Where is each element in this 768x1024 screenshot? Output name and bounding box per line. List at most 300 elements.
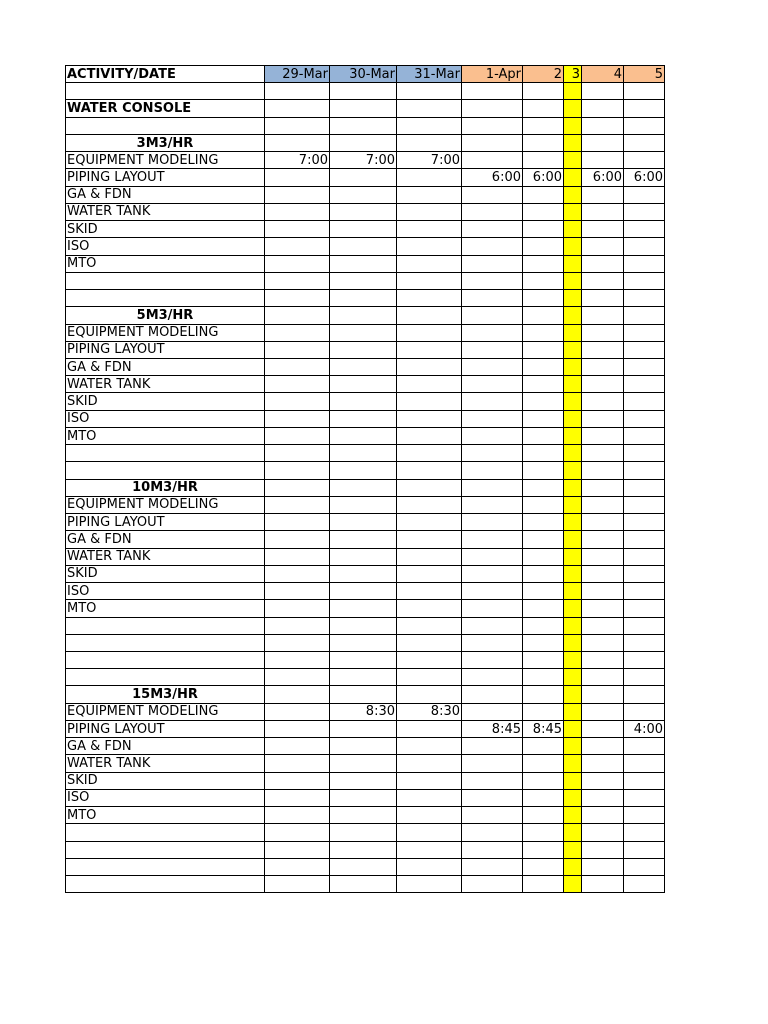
- time-cell[interactable]: [523, 83, 564, 100]
- time-cell[interactable]: [523, 307, 564, 324]
- time-cell[interactable]: [397, 841, 462, 858]
- activity-date-header[interactable]: ACTIVITY/DATE: [66, 66, 265, 83]
- time-cell[interactable]: [462, 100, 523, 117]
- time-cell[interactable]: [397, 824, 462, 841]
- time-cell[interactable]: [582, 514, 624, 531]
- time-cell[interactable]: [564, 376, 582, 393]
- time-cell[interactable]: [582, 272, 624, 289]
- time-cell[interactable]: [462, 324, 523, 341]
- time-cell[interactable]: [564, 807, 582, 824]
- date-header-31-mar[interactable]: 31-Mar: [397, 66, 462, 83]
- time-cell[interactable]: [462, 152, 523, 169]
- time-cell[interactable]: [523, 134, 564, 151]
- time-cell[interactable]: [397, 221, 462, 238]
- activity-cell[interactable]: WATER TANK: [66, 203, 265, 220]
- time-cell[interactable]: [330, 789, 397, 806]
- time-cell[interactable]: [523, 255, 564, 272]
- time-cell[interactable]: [564, 324, 582, 341]
- time-cell[interactable]: [265, 824, 330, 841]
- time-cell[interactable]: [564, 772, 582, 789]
- time-cell[interactable]: [265, 720, 330, 737]
- time-cell[interactable]: [582, 358, 624, 375]
- time-cell[interactable]: [330, 686, 397, 703]
- time-cell[interactable]: [523, 686, 564, 703]
- date-header-29-mar[interactable]: 29-Mar: [265, 66, 330, 83]
- time-cell[interactable]: [624, 358, 665, 375]
- activity-cell[interactable]: ISO: [66, 238, 265, 255]
- time-cell[interactable]: [330, 669, 397, 686]
- time-cell[interactable]: [330, 376, 397, 393]
- time-cell[interactable]: [330, 738, 397, 755]
- time-cell[interactable]: [582, 531, 624, 548]
- time-cell[interactable]: [564, 134, 582, 151]
- time-cell[interactable]: [265, 858, 330, 875]
- time-cell[interactable]: 7:00: [330, 152, 397, 169]
- time-cell[interactable]: [523, 772, 564, 789]
- activity-cell[interactable]: [66, 824, 265, 841]
- time-cell[interactable]: [330, 221, 397, 238]
- time-cell[interactable]: [582, 565, 624, 582]
- time-cell[interactable]: [624, 152, 665, 169]
- time-cell[interactable]: [624, 134, 665, 151]
- time-cell[interactable]: [582, 410, 624, 427]
- time-cell[interactable]: [462, 221, 523, 238]
- section-heading-cell[interactable]: WATER CONSOLE: [66, 100, 265, 117]
- time-cell[interactable]: [462, 651, 523, 668]
- time-cell[interactable]: [265, 617, 330, 634]
- time-cell[interactable]: [265, 83, 330, 100]
- time-cell[interactable]: [582, 376, 624, 393]
- activity-cell[interactable]: EQUIPMENT MODELING: [66, 324, 265, 341]
- time-cell[interactable]: [564, 255, 582, 272]
- time-cell[interactable]: [523, 841, 564, 858]
- date-header-5[interactable]: 5: [624, 66, 665, 83]
- time-cell[interactable]: [330, 393, 397, 410]
- time-cell[interactable]: [564, 531, 582, 548]
- time-cell[interactable]: [523, 548, 564, 565]
- time-cell[interactable]: [397, 565, 462, 582]
- activity-cell[interactable]: MTO: [66, 255, 265, 272]
- time-cell[interactable]: [564, 548, 582, 565]
- time-cell[interactable]: [397, 83, 462, 100]
- time-cell[interactable]: [523, 100, 564, 117]
- time-cell[interactable]: [523, 376, 564, 393]
- time-cell[interactable]: [462, 376, 523, 393]
- time-cell[interactable]: [582, 203, 624, 220]
- activity-cell[interactable]: MTO: [66, 600, 265, 617]
- time-cell[interactable]: [582, 600, 624, 617]
- time-cell[interactable]: [462, 755, 523, 772]
- time-cell[interactable]: [265, 686, 330, 703]
- activity-cell[interactable]: [66, 617, 265, 634]
- activity-cell[interactable]: GA & FDN: [66, 186, 265, 203]
- time-cell[interactable]: [523, 341, 564, 358]
- time-cell[interactable]: [265, 600, 330, 617]
- time-cell[interactable]: [523, 427, 564, 444]
- time-cell[interactable]: [265, 117, 330, 134]
- time-cell[interactable]: [397, 755, 462, 772]
- time-cell[interactable]: [564, 152, 582, 169]
- time-cell[interactable]: [523, 789, 564, 806]
- time-cell[interactable]: [624, 876, 665, 893]
- time-cell[interactable]: [624, 462, 665, 479]
- time-cell[interactable]: [330, 858, 397, 875]
- time-cell[interactable]: [523, 824, 564, 841]
- time-cell[interactable]: [397, 324, 462, 341]
- time-cell[interactable]: [462, 462, 523, 479]
- time-cell[interactable]: [462, 772, 523, 789]
- time-cell[interactable]: [564, 858, 582, 875]
- activity-cell[interactable]: WATER TANK: [66, 755, 265, 772]
- time-cell[interactable]: [265, 531, 330, 548]
- time-cell[interactable]: [330, 807, 397, 824]
- time-cell[interactable]: [523, 221, 564, 238]
- time-cell[interactable]: [265, 669, 330, 686]
- time-cell[interactable]: [523, 565, 564, 582]
- time-cell[interactable]: [582, 290, 624, 307]
- time-cell[interactable]: [624, 376, 665, 393]
- time-cell[interactable]: [624, 324, 665, 341]
- time-cell[interactable]: [564, 600, 582, 617]
- time-cell[interactable]: [523, 324, 564, 341]
- time-cell[interactable]: [582, 393, 624, 410]
- time-cell[interactable]: [462, 876, 523, 893]
- time-cell[interactable]: [330, 496, 397, 513]
- time-cell[interactable]: [397, 617, 462, 634]
- time-cell[interactable]: [462, 238, 523, 255]
- time-cell[interactable]: [330, 169, 397, 186]
- time-cell[interactable]: [582, 841, 624, 858]
- time-cell[interactable]: [564, 651, 582, 668]
- time-cell[interactable]: [265, 427, 330, 444]
- time-cell[interactable]: 6:00: [462, 169, 523, 186]
- time-cell[interactable]: [624, 824, 665, 841]
- activity-cell[interactable]: ISO: [66, 410, 265, 427]
- time-cell[interactable]: [582, 341, 624, 358]
- time-cell[interactable]: [397, 186, 462, 203]
- time-cell[interactable]: [397, 445, 462, 462]
- time-cell[interactable]: [462, 617, 523, 634]
- time-cell[interactable]: [624, 186, 665, 203]
- time-cell[interactable]: [564, 221, 582, 238]
- time-cell[interactable]: [265, 255, 330, 272]
- time-cell[interactable]: [330, 479, 397, 496]
- time-cell[interactable]: [624, 238, 665, 255]
- time-cell[interactable]: [582, 307, 624, 324]
- time-cell[interactable]: [624, 565, 665, 582]
- time-cell[interactable]: [462, 669, 523, 686]
- time-cell[interactable]: [397, 738, 462, 755]
- time-cell[interactable]: [397, 272, 462, 289]
- time-cell[interactable]: 8:30: [330, 703, 397, 720]
- time-cell[interactable]: [265, 565, 330, 582]
- time-cell[interactable]: [462, 358, 523, 375]
- time-cell[interactable]: [624, 272, 665, 289]
- time-cell[interactable]: [397, 169, 462, 186]
- time-cell[interactable]: [582, 617, 624, 634]
- time-cell[interactable]: [265, 203, 330, 220]
- time-cell[interactable]: [564, 789, 582, 806]
- time-cell[interactable]: [564, 565, 582, 582]
- activity-cell[interactable]: ISO: [66, 583, 265, 600]
- activity-cell[interactable]: WATER TANK: [66, 376, 265, 393]
- time-cell[interactable]: [523, 203, 564, 220]
- activity-cell[interactable]: [66, 462, 265, 479]
- time-cell[interactable]: [582, 772, 624, 789]
- time-cell[interactable]: [462, 445, 523, 462]
- time-cell[interactable]: [462, 134, 523, 151]
- time-cell[interactable]: [564, 669, 582, 686]
- time-cell[interactable]: [523, 669, 564, 686]
- time-cell[interactable]: [564, 272, 582, 289]
- time-cell[interactable]: 6:00: [523, 169, 564, 186]
- section-heading-cell[interactable]: 3M3/HR: [66, 134, 265, 151]
- time-cell[interactable]: [523, 807, 564, 824]
- activity-cell[interactable]: PIPING LAYOUT: [66, 514, 265, 531]
- activity-cell[interactable]: EQUIPMENT MODELING: [66, 703, 265, 720]
- time-cell[interactable]: [564, 686, 582, 703]
- time-cell[interactable]: [462, 272, 523, 289]
- time-cell[interactable]: [582, 445, 624, 462]
- activity-cell[interactable]: SKID: [66, 393, 265, 410]
- activity-cell[interactable]: EQUIPMENT MODELING: [66, 496, 265, 513]
- time-cell[interactable]: [523, 600, 564, 617]
- time-cell[interactable]: [582, 876, 624, 893]
- time-cell[interactable]: [265, 651, 330, 668]
- section-heading-cell[interactable]: 15M3/HR: [66, 686, 265, 703]
- time-cell[interactable]: [624, 686, 665, 703]
- time-cell[interactable]: [564, 720, 582, 737]
- time-cell[interactable]: [564, 169, 582, 186]
- time-cell[interactable]: [523, 858, 564, 875]
- time-cell[interactable]: [330, 134, 397, 151]
- time-cell[interactable]: [564, 738, 582, 755]
- activity-cell[interactable]: [66, 876, 265, 893]
- time-cell[interactable]: [564, 496, 582, 513]
- time-cell[interactable]: [582, 807, 624, 824]
- time-cell[interactable]: [265, 445, 330, 462]
- time-cell[interactable]: 8:30: [397, 703, 462, 720]
- time-cell[interactable]: [397, 238, 462, 255]
- activity-cell[interactable]: GA & FDN: [66, 531, 265, 548]
- time-cell[interactable]: [397, 100, 462, 117]
- time-cell[interactable]: [624, 600, 665, 617]
- time-cell[interactable]: [265, 410, 330, 427]
- time-cell[interactable]: [397, 634, 462, 651]
- time-cell[interactable]: [564, 755, 582, 772]
- date-header-4[interactable]: 4: [582, 66, 624, 83]
- time-cell[interactable]: [624, 100, 665, 117]
- time-cell[interactable]: [397, 600, 462, 617]
- time-cell[interactable]: [265, 841, 330, 858]
- time-cell[interactable]: [624, 479, 665, 496]
- time-cell[interactable]: [523, 410, 564, 427]
- time-cell[interactable]: [523, 462, 564, 479]
- time-cell[interactable]: [397, 117, 462, 134]
- time-cell[interactable]: [265, 221, 330, 238]
- time-cell[interactable]: [624, 341, 665, 358]
- time-cell[interactable]: [330, 307, 397, 324]
- activity-cell[interactable]: [66, 83, 265, 100]
- time-cell[interactable]: [523, 496, 564, 513]
- time-cell[interactable]: [624, 221, 665, 238]
- time-cell[interactable]: [624, 703, 665, 720]
- time-cell[interactable]: [462, 410, 523, 427]
- time-cell[interactable]: [462, 583, 523, 600]
- time-cell[interactable]: [523, 393, 564, 410]
- time-cell[interactable]: [330, 876, 397, 893]
- time-cell[interactable]: [397, 410, 462, 427]
- time-cell[interactable]: [462, 514, 523, 531]
- time-cell[interactable]: [330, 238, 397, 255]
- time-cell[interactable]: [397, 789, 462, 806]
- time-cell[interactable]: [523, 117, 564, 134]
- time-cell[interactable]: [265, 548, 330, 565]
- time-cell[interactable]: [582, 134, 624, 151]
- activity-cell[interactable]: GA & FDN: [66, 738, 265, 755]
- time-cell[interactable]: [582, 238, 624, 255]
- time-cell[interactable]: [624, 789, 665, 806]
- time-cell[interactable]: [624, 841, 665, 858]
- time-cell[interactable]: [330, 824, 397, 841]
- time-cell[interactable]: [564, 617, 582, 634]
- time-cell[interactable]: [397, 479, 462, 496]
- activity-cell[interactable]: WATER TANK: [66, 548, 265, 565]
- time-cell[interactable]: [330, 358, 397, 375]
- activity-cell[interactable]: [66, 290, 265, 307]
- time-cell[interactable]: [397, 514, 462, 531]
- time-cell[interactable]: [564, 479, 582, 496]
- time-cell[interactable]: [330, 772, 397, 789]
- time-cell[interactable]: [330, 186, 397, 203]
- time-cell[interactable]: [582, 152, 624, 169]
- time-cell[interactable]: [397, 651, 462, 668]
- time-cell[interactable]: 7:00: [265, 152, 330, 169]
- time-cell[interactable]: [462, 531, 523, 548]
- time-cell[interactable]: [564, 203, 582, 220]
- time-cell[interactable]: [523, 152, 564, 169]
- time-cell[interactable]: [265, 186, 330, 203]
- time-cell[interactable]: [462, 703, 523, 720]
- time-cell[interactable]: [397, 307, 462, 324]
- time-cell[interactable]: [564, 410, 582, 427]
- time-cell[interactable]: [265, 514, 330, 531]
- time-cell[interactable]: [265, 807, 330, 824]
- time-cell[interactable]: [330, 841, 397, 858]
- time-cell[interactable]: [397, 427, 462, 444]
- activity-cell[interactable]: [66, 272, 265, 289]
- time-cell[interactable]: [397, 341, 462, 358]
- time-cell[interactable]: [330, 634, 397, 651]
- time-cell[interactable]: [564, 876, 582, 893]
- time-cell[interactable]: [462, 203, 523, 220]
- activity-cell[interactable]: [66, 841, 265, 858]
- time-cell[interactable]: [397, 583, 462, 600]
- time-cell[interactable]: [523, 755, 564, 772]
- time-cell[interactable]: [330, 324, 397, 341]
- time-cell[interactable]: [265, 738, 330, 755]
- activity-cell[interactable]: PIPING LAYOUT: [66, 720, 265, 737]
- time-cell[interactable]: [582, 686, 624, 703]
- activity-cell[interactable]: EQUIPMENT MODELING: [66, 152, 265, 169]
- date-header-3[interactable]: 3: [564, 66, 582, 83]
- time-cell[interactable]: [564, 341, 582, 358]
- time-cell[interactable]: [462, 186, 523, 203]
- activity-cell[interactable]: PIPING LAYOUT: [66, 169, 265, 186]
- time-cell[interactable]: [582, 789, 624, 806]
- activity-cell[interactable]: PIPING LAYOUT: [66, 341, 265, 358]
- time-cell[interactable]: [624, 427, 665, 444]
- time-cell[interactable]: [582, 496, 624, 513]
- time-cell[interactable]: [462, 427, 523, 444]
- time-cell[interactable]: [564, 100, 582, 117]
- time-cell[interactable]: [624, 669, 665, 686]
- time-cell[interactable]: [265, 634, 330, 651]
- time-cell[interactable]: [330, 600, 397, 617]
- time-cell[interactable]: [265, 393, 330, 410]
- time-cell[interactable]: [265, 238, 330, 255]
- time-cell[interactable]: [330, 755, 397, 772]
- activity-cell[interactable]: SKID: [66, 772, 265, 789]
- time-cell[interactable]: [624, 807, 665, 824]
- time-cell[interactable]: [624, 651, 665, 668]
- time-cell[interactable]: [397, 496, 462, 513]
- time-cell[interactable]: [523, 479, 564, 496]
- time-cell[interactable]: [582, 755, 624, 772]
- time-cell[interactable]: [330, 100, 397, 117]
- time-cell[interactable]: [624, 307, 665, 324]
- time-cell[interactable]: [564, 307, 582, 324]
- time-cell[interactable]: 7:00: [397, 152, 462, 169]
- time-cell[interactable]: [397, 203, 462, 220]
- time-cell[interactable]: [330, 410, 397, 427]
- time-cell[interactable]: [462, 548, 523, 565]
- time-cell[interactable]: [330, 341, 397, 358]
- time-cell[interactable]: [523, 272, 564, 289]
- time-cell[interactable]: 8:45: [462, 720, 523, 737]
- time-cell[interactable]: [564, 634, 582, 651]
- time-cell[interactable]: [624, 858, 665, 875]
- time-cell[interactable]: [564, 117, 582, 134]
- date-header-2[interactable]: 2: [523, 66, 564, 83]
- activity-cell[interactable]: [66, 669, 265, 686]
- time-cell[interactable]: [397, 772, 462, 789]
- time-cell[interactable]: [624, 203, 665, 220]
- date-header-1-apr[interactable]: 1-Apr: [462, 66, 523, 83]
- time-cell[interactable]: [523, 445, 564, 462]
- time-cell[interactable]: [462, 686, 523, 703]
- time-cell[interactable]: [624, 445, 665, 462]
- time-cell[interactable]: [624, 531, 665, 548]
- time-cell[interactable]: [330, 255, 397, 272]
- date-header-30-mar[interactable]: 30-Mar: [330, 66, 397, 83]
- time-cell[interactable]: [462, 496, 523, 513]
- time-cell[interactable]: [330, 445, 397, 462]
- time-cell[interactable]: [265, 755, 330, 772]
- section-heading-cell[interactable]: 5M3/HR: [66, 307, 265, 324]
- time-cell[interactable]: [582, 83, 624, 100]
- time-cell[interactable]: [624, 410, 665, 427]
- time-cell[interactable]: [265, 134, 330, 151]
- time-cell[interactable]: [462, 738, 523, 755]
- time-cell[interactable]: [624, 496, 665, 513]
- time-cell[interactable]: [582, 858, 624, 875]
- time-cell[interactable]: [397, 358, 462, 375]
- time-cell[interactable]: [462, 789, 523, 806]
- time-cell[interactable]: [523, 238, 564, 255]
- time-cell[interactable]: [397, 807, 462, 824]
- time-cell[interactable]: [624, 634, 665, 651]
